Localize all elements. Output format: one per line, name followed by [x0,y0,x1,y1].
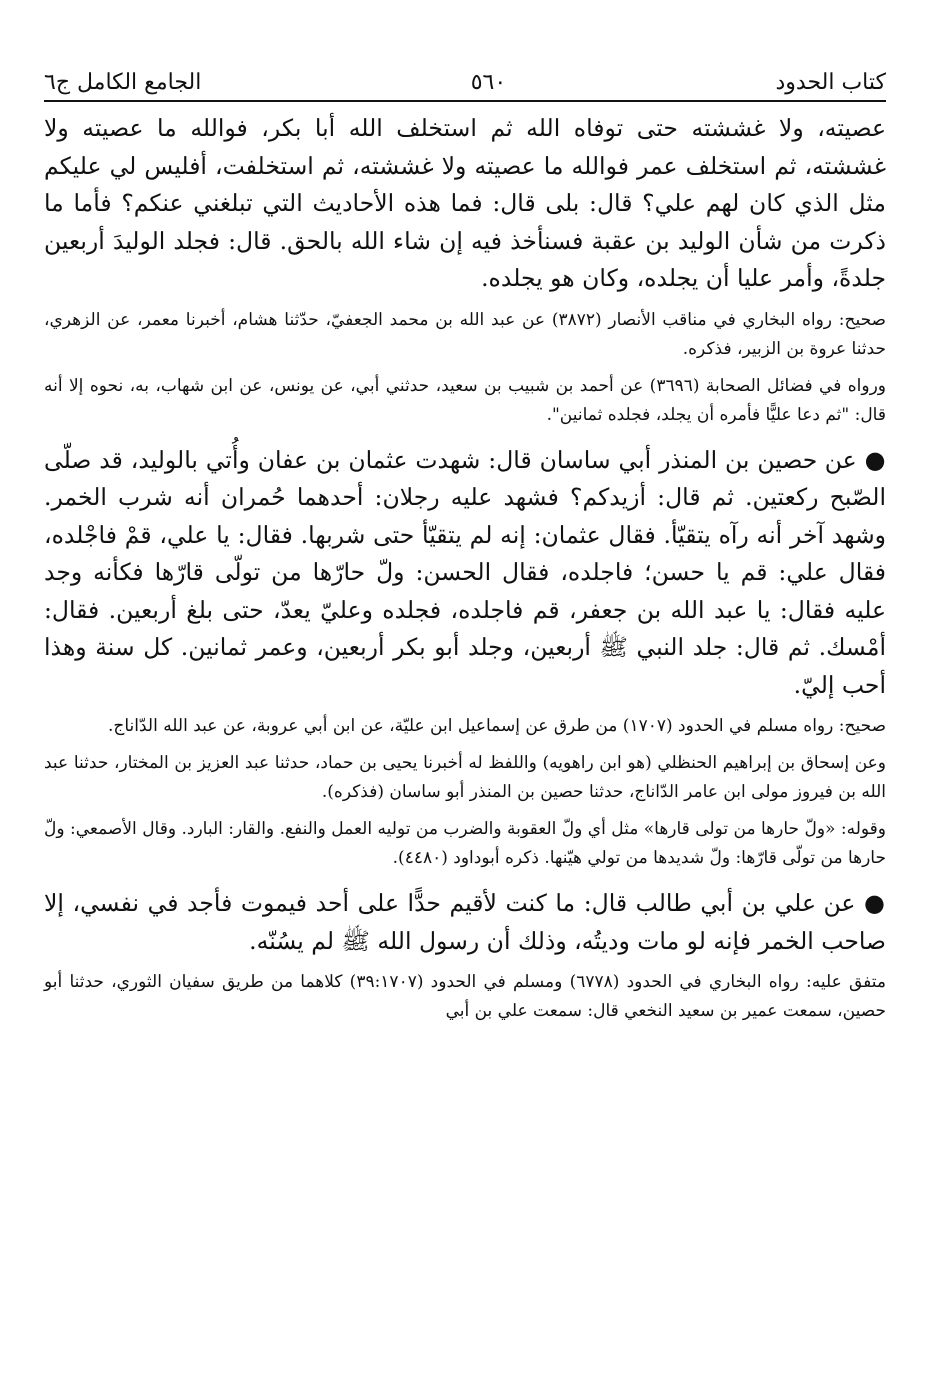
note-body: صحيح: رواه البخاري في مناقب الأنصار (٣٨٧٢) عن عبد الله بن محمد الجعفيّ، حدّثنا هشام، أخبرنا معمر، عن الزهري، حدثنا عروة بن الزبير، فذكره. [44,309,886,359]
bullet-icon: ● [863,889,886,917]
page-number: ٥٦٠ [470,70,507,95]
hadith-text [44,110,886,298]
explanation-note [44,815,886,873]
takhrij-note [44,372,886,430]
book-title: الجامع الكامل ج٦ [44,70,202,95]
note-body: متفق عليه: رواه البخاري في الحدود (٦٧٧٨) ومسلم في الحدود (٣٩:١٧٠٧) كلاهما من طريق سفيان الثوري، حدثنا أبو حصين، سمعت عمير بن سعيد النخعي قال: سمعت علي بن أبي [44,972,886,1021]
note-body: صحيح: رواه مسلم في الحدود (١٧٠٧) من طرق عن إسماعيل ابن عليّة، عن ابن أبي عروبة، عن عبد الله الدّاناج. [107,716,886,736]
takhrij-note [44,968,886,1026]
note-body: وقوله: «ولّ حارها من تولى قارها» مثل أي ولّ العقوبة والضرب من توليه العمل والنفع. والقار: البارد. وقال الأصمعي: ولّ حارها من تولّى قارّها: ولّ شديدها من تولي هيّنها. ذكره أبوداود (٤٤٨٠). [44,819,886,868]
chapter-title: كتاب الحدود [775,70,886,95]
page-header [44,56,886,102]
hadith-body: عصيته، ولا غششته حتى توفاه الله ثم استخلف الله أبا بكر، فوالله ما عصيته ولا غششته، ثم استخلف عمر فوالله ما عصيته ولا غششته، ثم استخلفت، أفليس لي عليكم مثل الذي كان لهم علي؟ قال: بلى قال: فما هذه الأحاديث التي تبلغني عنكم؟ فأما ما ذكرت من شأن الوليد بن عقبة فسنأخذ فيه إن شاء الله بالحق. قال: فجلد الوليدَ أربعين جلدةً، وأمر عليا أن يجلده، وكان هو يجلده. [44,114,886,292]
takhrij-note [44,306,886,364]
hadith-text [44,885,886,960]
note-body: ورواه في فضائل الصحابة (٣٦٩٦) عن أحمد بن شبيب بن سعيد، حدثني أبي، عن يونس، عن ابن شهاب، به، نحوه إلا أنه قال: "ثم دعا عليًّا فأمره أن يجلد، فجلده ثمانين". [44,375,886,425]
takhrij-note [44,749,886,807]
hadith-text [44,442,886,705]
bullet-icon: ● [864,445,887,474]
hadith-body: عن علي بن أبي طالب قال: ما كنت لأقيم حدًّا على أحد فيموت فأجد في نفسي، إلا صاحب الخمر فإنه لو مات وديتُه، وذلك أن رسول الله ﷺ لم يسُنّه. [44,889,886,955]
hadith-body: عن حصين بن المنذر أبي ساسان قال: شهدت عثمان بن عفان وأُتي بالوليد، قد صلّى الصّبح ركعتين. ثم قال: أزيدكم؟ فشهد عليه رجلان: أحدهما حُمران أنه شرب الخمر. وشهد آخر أنه رآه يتقيّأ. فقال عثمان: إنه لم يتقيّأ حتى شربها. فقال: يا علي، قمْ فاجْلده، فقال علي: قم يا حسن؛ فاجلده، فقال الحسن: ولّ حارّها من تولّى قارّها فكأنه وجد عليه فقال: يا عبد الله بن جعفر، قم فاجلده، فجلده وعليّ يعدّ، حتى بلغ أربعين. فقال: أمْسك. ثم قال: جلد النبي ﷺ أربعين، وجلد أبو بكر أربعين، وعمر ثمانين. كل سنة وهذا أحب إليّ. [44,445,886,699]
takhrij-note [44,712,886,741]
note-body: وعن إسحاق بن إبراهيم الحنظلي (هو ابن راهويه) واللفظ له أخبرنا يحيى بن حماد، حدثنا عبد العزيز بن المختار، حدثنا عبد الله بن فيروز مولى ابن عامر الدّاناج، حدثنا حصين بن المنذر أبو ساسان (فذكره). [44,753,886,802]
book-page [44,56,886,1026]
